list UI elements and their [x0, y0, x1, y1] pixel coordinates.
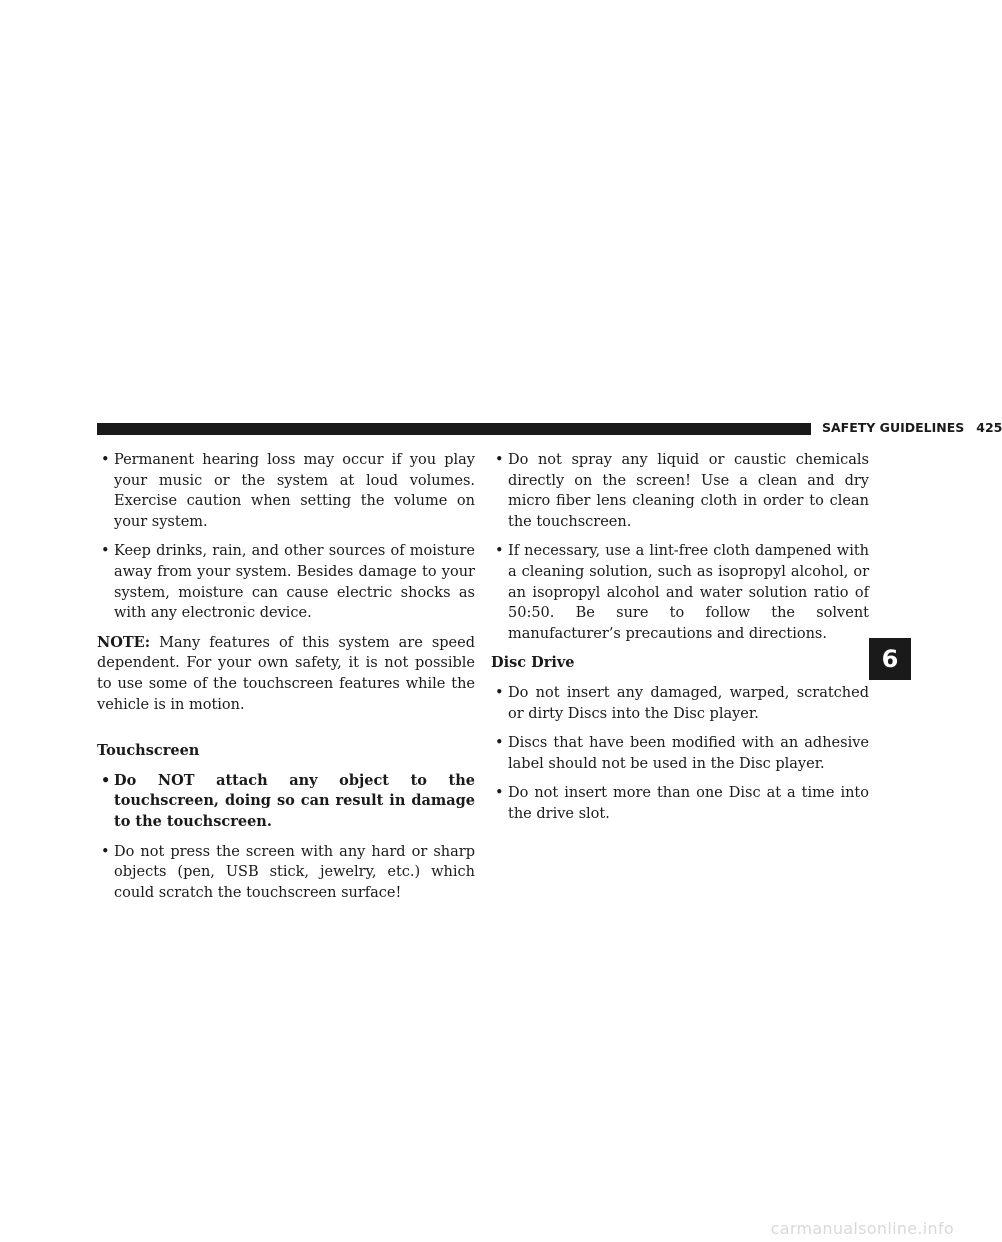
- header-rule: [97, 423, 811, 435]
- bullet-item: [491, 783, 869, 824]
- bullet-symbol: •: [101, 771, 111, 789]
- bullet-text: Permanent hearing loss may occur if you play your music or the system at loud volumes. Exercise caution when setting the volume on your system.: [114, 452, 475, 530]
- right-column: [491, 450, 869, 834]
- bullet-text: Do NOT attach any object to the touchscreen, doing so can result in damage to the touchscreen.: [114, 771, 475, 830]
- bullet-item: [491, 541, 869, 644]
- chapter-tab: 6: [869, 638, 911, 680]
- bullet-symbol: •: [495, 452, 504, 468]
- bullet-text: Do not insert any damaged, warped, scratched or dirty Discs into the Disc player.: [508, 684, 869, 722]
- bullet-symbol: •: [495, 735, 504, 752]
- bullet-text: Do not press the screen with any hard or sharp objects (pen, USB stick, jewelry, etc.) which could scratch the touchscreen surface!: [114, 843, 475, 901]
- bullet-item: [97, 450, 475, 532]
- header-section-title: SAFETY GUIDELINES: [822, 420, 965, 435]
- bullet-item: [491, 450, 869, 532]
- bullet-text: Discs that have been modified with an adhesive label should not be used in the Disc player.: [508, 735, 869, 772]
- bullet-symbol: •: [101, 543, 110, 560]
- bullet-symbol: •: [101, 452, 110, 468]
- bullet-text: Do not spray any liquid or caustic chemicals directly on the screen! Use a clean and dry micro fiber lens cleaning cloth in order to clean the touchscreen.: [508, 452, 869, 530]
- bullet-item: [97, 541, 475, 623]
- bullet-item-warning: [97, 771, 475, 833]
- note-label: NOTE:: [97, 633, 151, 651]
- watermark: carmanualsonline.info: [770, 1219, 954, 1238]
- running-header: [822, 419, 1002, 437]
- bullet-item: [491, 733, 869, 774]
- bullet-item: [491, 683, 869, 724]
- bullet-symbol: •: [495, 543, 504, 560]
- bullet-text: If necessary, use a lint-free cloth dampened with a cleaning solution, such as isopropyl alcohol, or an isopropyl alcohol and water solution ratio of 50:50. Be sure to follow the solvent manufacturer’s precautions and directions.: [508, 543, 869, 642]
- bullet-text: Do not insert more than one Disc at a time into the drive slot.: [508, 785, 869, 822]
- note-paragraph: [97, 633, 475, 715]
- bullet-symbol: •: [495, 684, 504, 701]
- bullet-item: [97, 842, 475, 904]
- bullet-symbol: •: [495, 785, 504, 802]
- bullet-symbol: •: [101, 843, 110, 860]
- section-heading-touchscreen: Touchscreen: [97, 742, 200, 760]
- page-number: 425: [976, 420, 1002, 435]
- note-text: Many features of this system are speed dependent. For your own safety, it is not possible to use some of the touchscreen features while the vehicle is in motion.: [97, 634, 475, 713]
- bullet-text: Keep drinks, rain, and other sources of moisture away from your system. Besides damage to your system, moisture can cause electric shocks as with any electronic device.: [114, 543, 475, 622]
- section-heading-disc-drive: Disc Drive: [491, 654, 575, 672]
- left-column: [97, 450, 475, 912]
